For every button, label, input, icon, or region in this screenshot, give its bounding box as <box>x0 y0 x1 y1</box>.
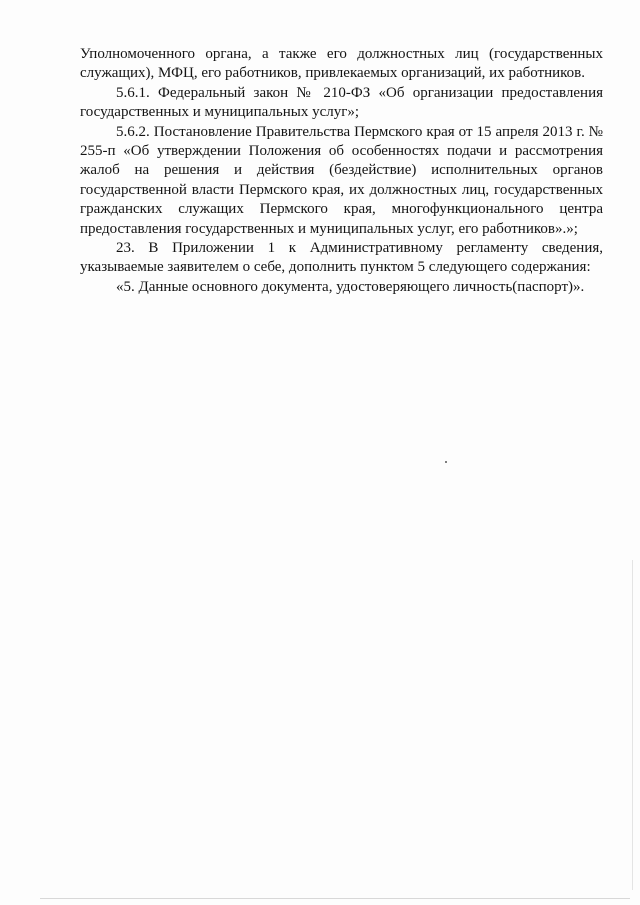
document-body <box>80 45 603 297</box>
scan-edge-bottom <box>40 898 630 899</box>
scan-speck <box>445 461 447 463</box>
paragraph-5-6-1: 5.6.1. Федеральный закон № 210-ФЗ «Об организации предоставления государственных и муниципальных услуг»; <box>80 84 603 121</box>
paragraph-23: 23. В Приложении 1 к Административному регламенту сведения, указываемые заявителем о себе, дополнить пунктом 5 следующего содержания: <box>80 240 603 276</box>
paragraph-5-6-2: 5.6.2. Постановление Правительства Пермского края от 15 апреля 2013 г. № 255-п «Об утверждении Положения об особенностях подачи и рассмотрения жалоб на решения и действия (бездействие) исполнительных органов государственной власти Пермского края, их должностных лиц, государственных гражданских служащих Пермского края, многофункционального центра предоставления государственных и муниципальных услуг, его работников».»; <box>80 123 603 237</box>
paragraph-continuation: Уполномоченного органа, а также его должностных лиц (государственных служащих), МФЦ, его работников, привлекаемых организаций, их работников. <box>80 46 603 82</box>
paragraph-quote-5: «5. Данные основного документа, удостоверяющего личность(паспорт)». <box>116 278 585 295</box>
scan-edge-right <box>632 560 633 890</box>
